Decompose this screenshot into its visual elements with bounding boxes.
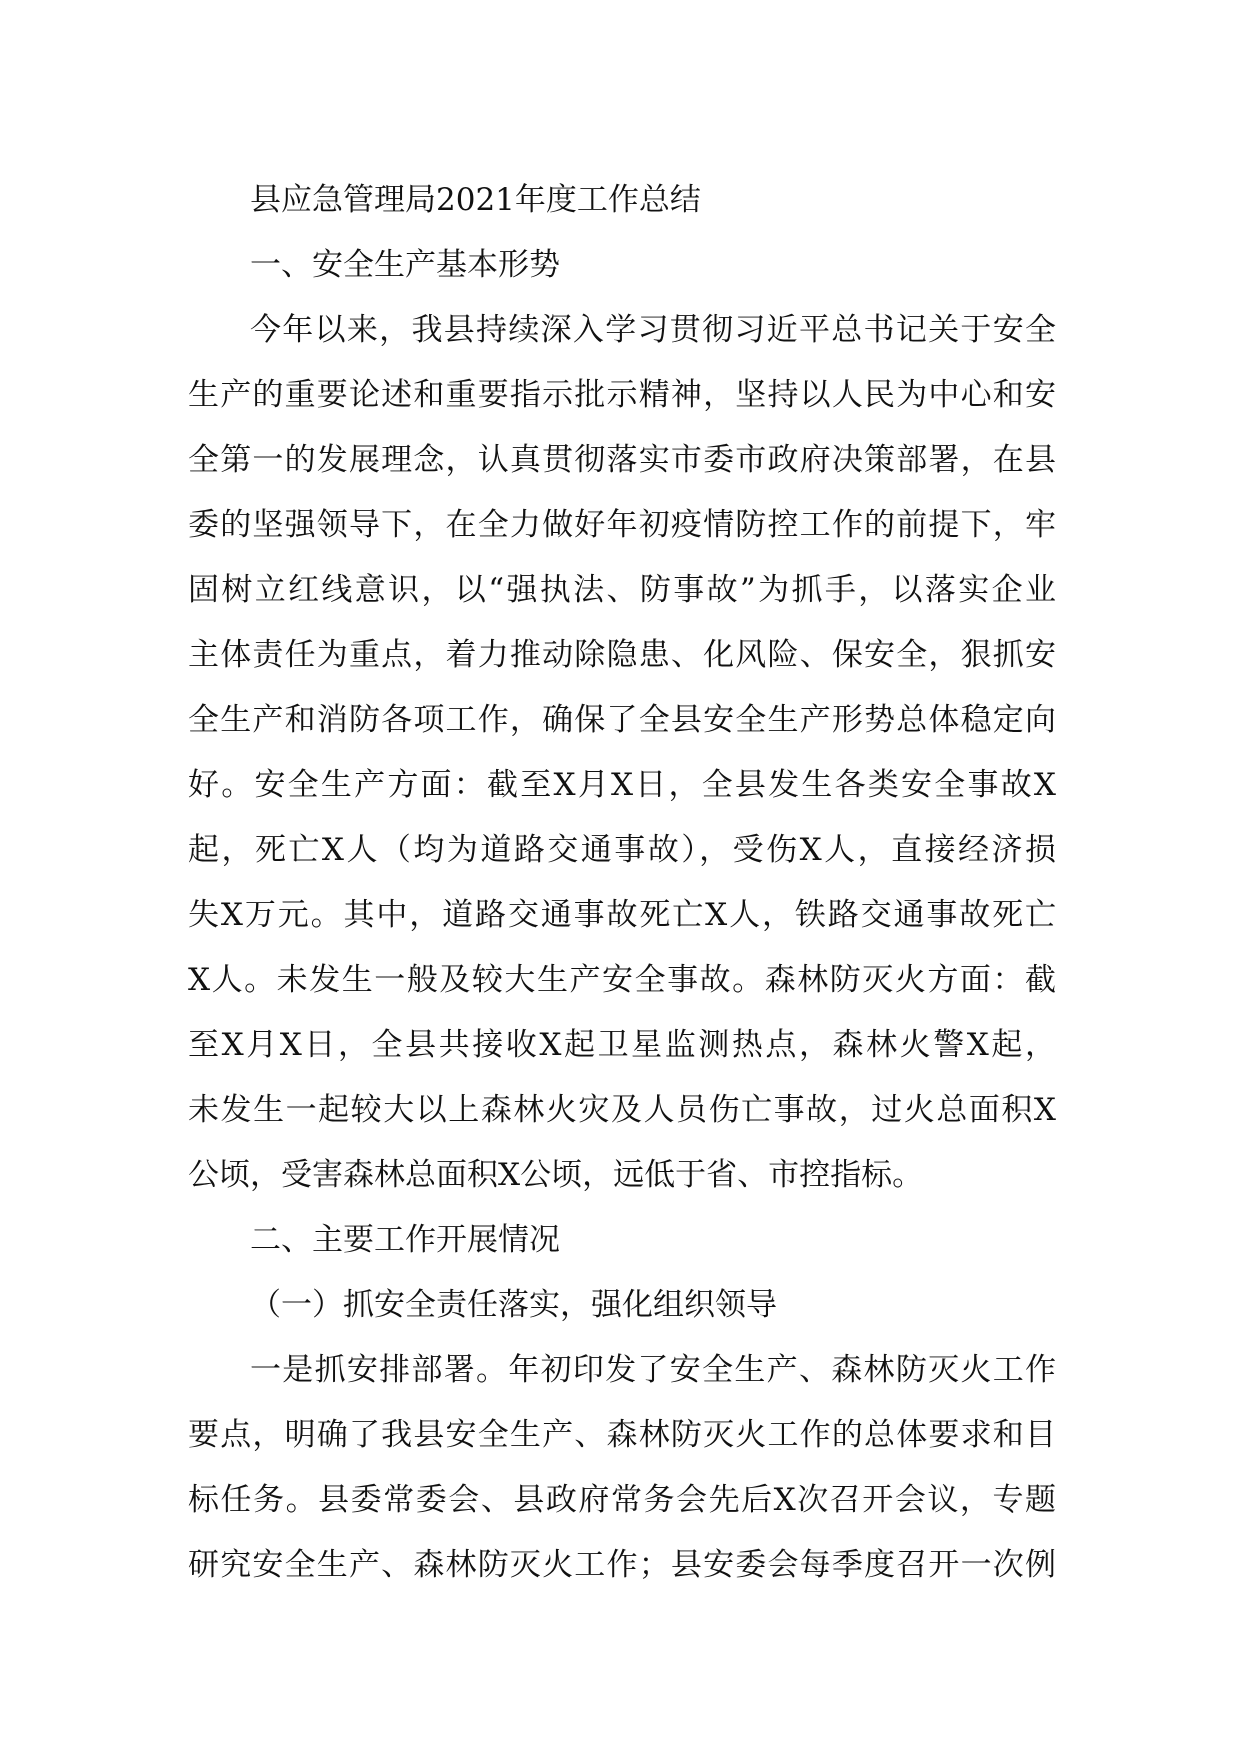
paragraph-line: 委的坚强领导下，在全力做好年初疫情防控工作的前提下，牢 bbox=[188, 507, 1056, 543]
paragraph-line: 全生产和消防各项工作，确保了全县安全生产形势总体稳定向 bbox=[188, 702, 1056, 738]
paragraph-line: X人。未发生一般及较大生产安全事故。森林防灭火方面：截 bbox=[188, 962, 1056, 998]
paragraph-line: 固树立红线意识，以“强执法、防事故”为抓手，以落实企业 bbox=[188, 572, 1056, 608]
paragraph-line: 起，死亡X人（均为道路交通事故），受伤X人，直接经济损 bbox=[188, 832, 1056, 868]
paragraph-line: 一是抓安排部署。年初印发了安全生产、森林防灭火工作 bbox=[250, 1352, 1056, 1388]
document-title: 县应急管理局2021年度工作总结 bbox=[250, 182, 701, 218]
paragraph-1 bbox=[188, 298, 1056, 1208]
paragraph-line: 未发生一起较大以上森林火灾及人员伤亡事故，过火总面积X bbox=[188, 1092, 1056, 1128]
paragraph-line: 今年以来，我县持续深入学习贯彻习近平总书记关于安全 bbox=[250, 312, 1056, 348]
paragraph-line: 公顷，受害森林总面积X公顷，远低于省、市控指标。 bbox=[188, 1157, 924, 1193]
paragraph-line: 至X月X日，全县共接收X起卫星监测热点，森林火警X起， bbox=[188, 1027, 1056, 1063]
paragraph-line: 好。安全生产方面：截至X月X日，全县发生各类安全事故X bbox=[188, 767, 1056, 803]
paragraph-line: 生产的重要论述和重要指示批示精神，坚持以人民为中心和安 bbox=[188, 377, 1056, 413]
paragraph-line: 主体责任为重点，着力推动除隐患、化风险、保安全，狠抓安 bbox=[188, 637, 1056, 673]
paragraph-line: 标任务。县委常委会、县政府常务会先后X次召开会议，专题 bbox=[188, 1482, 1056, 1518]
section-heading-2: 二、主要工作开展情况 bbox=[250, 1222, 560, 1258]
subsection-heading-1: （一）抓安全责任落实，强化组织领导 bbox=[250, 1287, 777, 1323]
paragraph-line: 研究安全生产、森林防灭火工作；县安委会每季度召开一次例 bbox=[188, 1547, 1056, 1583]
paragraph-2 bbox=[188, 1338, 1056, 1598]
paragraph-line: 全第一的发展理念，认真贯彻落实市委市政府决策部署，在县 bbox=[188, 442, 1056, 478]
paragraph-line: 失X万元。其中，道路交通事故死亡X人，铁路交通事故死亡 bbox=[188, 897, 1056, 933]
section-heading-1: 一、安全生产基本形势 bbox=[250, 247, 560, 283]
paragraph-line: 要点，明确了我县安全生产、森林防灭火工作的总体要求和目 bbox=[188, 1417, 1056, 1453]
document-body bbox=[188, 168, 1056, 1598]
